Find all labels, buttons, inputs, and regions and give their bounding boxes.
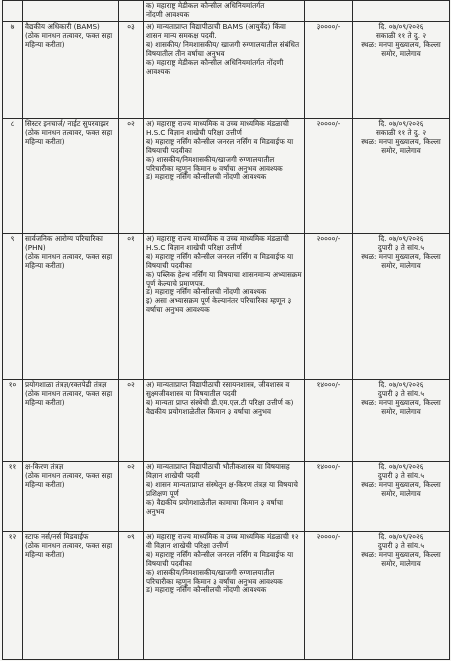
cell-qualification xyxy=(144,532,305,660)
cell-post xyxy=(23,234,119,380)
qualification-line: अ) मान्यताप्राप्त विद्यापीठाची भौतीकशास्त्र या विषयासह विज्ञान शाखेची पदवी xyxy=(146,462,290,480)
qualification-line: ब) मान्यता प्राप्त संस्थेची डी.एम.एल.टी परिक्षा उत्तीर्ण क) वैद्यकीय प्रयोगशाळेतील किमान ३ वर्षाचा अनुभव xyxy=(146,397,294,416)
cell-post-count: ०३ xyxy=(119,22,144,119)
qualification-line: ब) महाराष्ट्र नर्सिंग कौन्सील जनरल नर्सिंग व मिडवाईफ या विषयाची पदवीका xyxy=(146,136,294,155)
table-row xyxy=(3,119,450,234)
cell-post xyxy=(23,22,119,119)
table-row xyxy=(3,234,450,380)
interview-line: दुपारी ३ ते सांय.५ xyxy=(377,388,425,398)
cell-serial-number: १२ xyxy=(3,532,23,660)
post-name: वैद्यकीय अधिकारी (BAMS) xyxy=(25,22,100,31)
table-row xyxy=(3,380,450,462)
qualification-line: इ) असा अभ्यासक्रम पूर्ण केल्यानंतर परिचारिका म्हणून ३ वर्षाचा अनुभव आवश्यक xyxy=(146,296,292,315)
cell-monthly-pay: १४०००/- xyxy=(305,462,353,532)
cell-interview xyxy=(353,462,450,532)
recruitment-table xyxy=(2,0,450,660)
cell-serial-number: ११ xyxy=(3,462,23,532)
qualification-line: अ) मान्यताप्राप्त विद्यापीठाची BAMS (आयुर्वेद) किंवा शासन मान्य समकक्ष पदवी. xyxy=(146,22,286,40)
post-name: स्टाफ नर्स/नर्स मिडवाईफ xyxy=(25,532,89,541)
qualification-line: अ) मान्यताप्राप्त विद्यापीठाची रसायनशास्त्र, जीवशास्त्र व सुक्ष्मजीवशास्त्र या विषयातील पदवी xyxy=(146,380,290,398)
cell-interview xyxy=(353,380,450,462)
qualification-line: क) महाराष्ट्र मेडीकल कौन्सील अधिनियमांतर्गत नोंदणी आवश्यक xyxy=(146,57,284,76)
qualification-line: अ) महाराष्ट्र राज्य माध्यमिक व उच्च माध्यमिक मंडळाची H.S.C विज्ञान शाखेची परिक्षा उत्तीर्ण xyxy=(146,234,289,252)
cell-post xyxy=(23,462,119,532)
qualification-line: ब) शासन मान्यताप्राप्त संस्थेतून क्ष-किरण तंत्रज्ञ या विषयाचे प्रशिक्षण पूर्ण xyxy=(146,479,298,498)
qualification-line: क) पब्लिक हेल्थ नर्सिंग या विषयाचा शासनमान्य अभ्यासक्रम पूर्ण केल्याचे प्रमाणपत्र. xyxy=(146,269,302,288)
cell-serial-number: ८ xyxy=(3,119,23,234)
post-note: (ठोक मानधन तत्वावर, फक्त सहा महिन्या करीता) xyxy=(25,540,113,559)
cell-post-count: ०९ xyxy=(119,532,144,660)
cell-monthly-pay: १४०००/- xyxy=(305,380,353,462)
cell-qualification xyxy=(144,119,305,234)
cell-post-count: ०१ xyxy=(119,234,144,380)
table-row xyxy=(3,462,450,532)
cell-serial-number: ७ xyxy=(3,22,23,119)
cell-post xyxy=(23,380,119,462)
interview-line: स्थळ: मनपा मुख्यालय, किल्ला समोर, मालेगाव xyxy=(361,251,441,270)
recruitment-table-body xyxy=(3,1,450,660)
cell-post xyxy=(23,1,119,22)
post-note: (ठोक मानधन तत्वावर, फक्त सहा महिन्या करीता) xyxy=(25,470,113,489)
interview-line: स्थळ: मनपा मुख्यालय, किल्ला समोर, मालेगाव xyxy=(361,136,441,155)
table-row xyxy=(3,532,450,660)
qualification-line: ब) शासकीय/ निमशासकीय/ खाजगी रुग्णालयातील संबंधित विषयातील तीन वर्षाचा अनुभव xyxy=(146,39,300,58)
cell-monthly-pay: २००००/- xyxy=(305,532,353,660)
cell-post-count: ०२ xyxy=(119,462,144,532)
qualification-line: क) शासकीय/निमशासकीय/खाजगी रुग्णालयातील परिचारीका म्हणून किमान ३ वर्षांचा अनुभव आवश्यक xyxy=(146,567,283,586)
cell-monthly-pay: ३००००/- xyxy=(305,22,353,119)
cell-interview xyxy=(353,532,450,660)
qualification-line: ड) महाराष्ट्र नर्सिंग कौन्सीलची नोंदणी आवश्यक xyxy=(146,172,267,182)
cell-post xyxy=(23,532,119,660)
cell-interview xyxy=(353,119,450,234)
cell-serial-number: ९ xyxy=(3,234,23,380)
cell-count xyxy=(119,1,144,22)
qualification-line: अ) महाराष्ट्र राज्य माध्यमिक व उच्च माध्यमिक मंडळाची १२ वी विज्ञान शाखेची परिक्षा उत्तीर्ण xyxy=(146,532,299,550)
interview-line: दुपारी ३ ते सांय.५ xyxy=(377,470,425,480)
interview-line: स्थळ: मनपा मुख्यालय, किल्ला समोर, मालेगाव xyxy=(361,39,441,58)
interview-line: दि. ०७/०९/२०२६ xyxy=(378,22,424,31)
qualification-line: ड) महाराष्ट्र नर्सिंग कौन्सीलची नोंदणी आवश्यक xyxy=(146,585,267,595)
interview-line: दि. ०७/०९/२०२६ xyxy=(378,380,424,389)
cell-post-count: ०२ xyxy=(119,119,144,234)
post-name: सिस्टर इनचार्ज/ नाईट सुपरवाझर xyxy=(25,119,109,128)
cell-qualification xyxy=(144,462,305,532)
interview-line: दि. ०७/०९/२०२६ xyxy=(378,532,424,541)
cell-no xyxy=(3,1,23,22)
qualification-line: नोंदणी आवश्यक xyxy=(146,9,190,19)
cell-interview xyxy=(353,234,450,380)
cell-qualification xyxy=(144,234,305,380)
interview-line: स्थळ: मनपा मुख्यालय, किल्ला समोर, मालेगाव xyxy=(361,397,441,416)
cell-qualification xyxy=(144,380,305,462)
post-name: क्ष-किरण तंत्रज्ञ xyxy=(25,462,64,471)
interview-line: दि. ०७/०९/२०२६ xyxy=(378,234,424,243)
cell-interview xyxy=(353,1,450,22)
cell-post xyxy=(23,119,119,234)
interview-line: दुपारी ३ ते सांय.५ xyxy=(377,242,425,252)
post-name: सार्वजनिक आरोग्य परिचारिका (PHN) xyxy=(25,234,103,252)
cell-qualification xyxy=(144,1,305,22)
qualification-line: अ) महाराष्ट्र राज्य माध्यमिक व उच्च माध्यमिक मंडळाची H.S.C विज्ञान शाखेची परिक्षा उत्तीर्ण xyxy=(146,119,289,137)
qualification-line: क) वैद्यकीय प्रयोगशाळेतील कामाचा किमान ३ वर्षाचा अनुभव xyxy=(146,497,283,516)
interview-line: स्थळ: मनपा मुख्यालय, किल्ला समोर, मालेगाव xyxy=(361,479,441,498)
cell-interview xyxy=(353,22,450,119)
interview-line: सकाळी ११ ते दु. २ xyxy=(375,127,427,137)
post-note: (ठोक मानधन तत्वावर, फक्त सहा महिन्या करीता) xyxy=(25,388,113,407)
qualification-line: ब) महाराष्ट्र नर्सिंग कौन्सील जनरल नर्सिंग व मिडवाईफ या विषयाची पदवीका xyxy=(146,549,294,568)
table-row xyxy=(3,22,450,119)
interview-line: स्थळ: मनपा मुख्यालय, किल्ला समोर, मालेगाव xyxy=(361,549,441,568)
interview-line: दि. ०७/०९/२०२६ xyxy=(378,462,424,471)
table-row-continued xyxy=(3,1,450,22)
cell-monthly-pay: २००००/- xyxy=(305,119,353,234)
cell-post-count: ०२ xyxy=(119,380,144,462)
cell-monthly-pay: २००००/- xyxy=(305,234,353,380)
qualification-line: क) शासकीय/निमशासकीय/खाजगी रुग्णालयातील परिचारीका म्हणून किमान ७ वर्षांचा अनुभव आवश्यक xyxy=(146,154,283,173)
interview-line: सकाळी ११ ते दु. २ xyxy=(375,30,427,40)
interview-line: दुपारी ३ ते सांय.५ xyxy=(377,540,425,550)
post-note: (ठोक मानधन तत्वावर, फक्त सहा महिन्या करीता) xyxy=(25,127,113,146)
qualification-line: ब) महाराष्ट्र नर्सिंग कौन्सील जनरल नर्सिंग व मिडवाईफ या विषयाची पदवीका xyxy=(146,251,294,270)
post-name: प्रयोगशाळा तंत्रज्ञ/रक्तपेढी तंत्रज्ञ xyxy=(25,380,107,389)
qualification-line: ड) महाराष्ट्र नर्सिंग कौन्सीलची नोंदणी आवश्यक xyxy=(146,287,267,297)
cell-pay xyxy=(305,1,353,22)
post-note: (ठोक मानधन तत्वावर, फक्त सहा महिन्या करीता) xyxy=(25,30,113,49)
cell-serial-number: १० xyxy=(3,380,23,462)
qualification-line: क) महाराष्ट्र मेडीकल कौन्सील अधिनियमांतर्गत xyxy=(146,1,265,10)
cell-qualification xyxy=(144,22,305,119)
interview-line: दि. ०७/०९/२०२६ xyxy=(378,119,424,128)
post-note: (ठोक मानधन तत्वावर, फक्त सहा महिन्या करीता) xyxy=(25,251,113,270)
